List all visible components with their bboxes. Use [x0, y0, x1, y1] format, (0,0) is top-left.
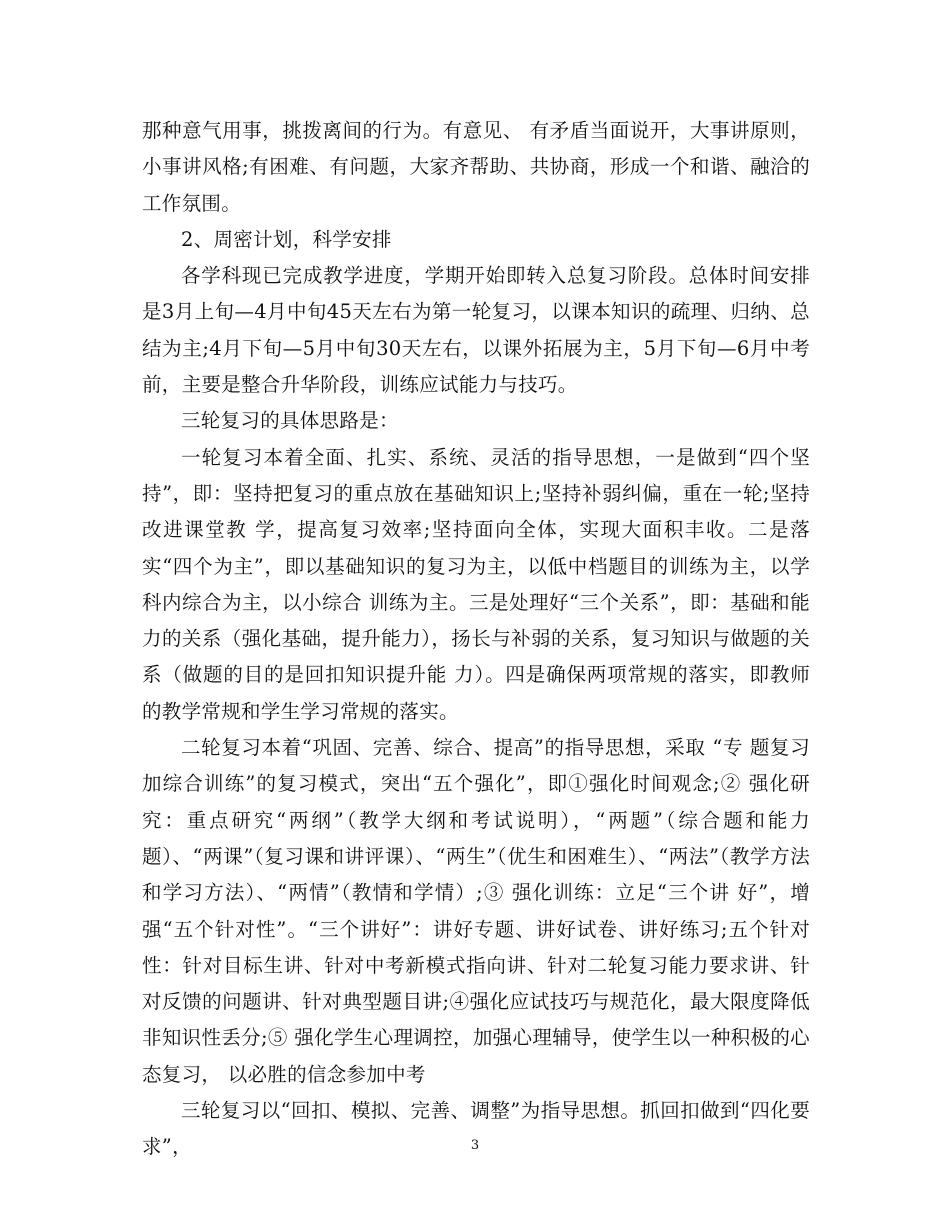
- paragraph-intro: 三轮复习的具体思路是：: [181, 409, 399, 433]
- document-body: [142, 113, 810, 1166]
- paragraph-second-round: 二轮复习本着“巩固、完善、综合、提高”的指导思想，采取 “专 题复习加综合训练”的复习模式，突出“五个强化”，即①强化时间观念;② 强化研究：重点研究“两纲”（教学大纲和考试说明），“两题”（综合题和能力 题）、“两课”（复习课和讲评课）、“两生”（优生和困难生）、“两法”（教学方法和学习方法）、“两情”（教情和学情）;③ 强化训练：立足“三个讲 好”，增强“五个针对性”。“三个讲好”：讲好专题、讲好试卷、讲好练习;五个针对性：针对目标生讲、针对中考新模式指向讲、针对二轮复习能力要求讲、针 对反馈的问题讲、针对典型题目讲;④强化应试技巧与规范化，最大限度降低非知识性丢分;⑤ 强化学生心理调控，加强心理辅导，使学生以一种积极的心态复习， 以必胜的信念参加中考: [142, 736, 810, 1086]
- section-heading: 2、周密计划，科学安排: [181, 227, 392, 251]
- paragraph-continuation: 那种意气用事，挑拨离间的行为。有意见、 有矛盾当面说开，大事讲原则，小事讲风格;有困难、有问题，大家齐帮助、共协商，形成一个和谐、融洽的工作氛围。: [142, 119, 810, 215]
- paragraph-first-round: 一轮复习本着全面、扎实、系统、灵活的指导思想，一是做到“四个坚持”，即：坚持把复习的重点放在基础知识上;坚持补弱纠偏，重在一轮;坚持改进课堂教 学，提高复习效率;坚持面向全体，实现大面积丰收。二是落实“四个为主”，即以基础知识的复习为主，以低中档题目的训练为主，以学科内综合为主，以小综合 训练为主。三是处理好“三个关系”，即：基础和能力的关系（强化基础，提升能力），扬长与补弱的关系，复习知识与做题的关系（做题的目的是回扣知识提升能 力）。四是确保两项常规的落实，即教师的教学常规和学生学习常规的落实。: [142, 445, 810, 723]
- paragraph-schedule: 各学科现已完成教学进度，学期开始即转入总复习阶段。总体时间安排是3月上旬—4月中旬45天左右为第一轮复习，以课本知识的疏理、归纳、总结为主;4月下旬—5月中旬30天左右，以课外拓展为主，5月下旬—6月中考前，主要是整合升华阶段，训练应试能力与技巧。: [142, 264, 810, 397]
- page-number: 3: [470, 1138, 480, 1153]
- paragraph-third-round: 三轮复习以“回扣、模拟、完善、调整”为指导思想。抓回扣做到“四化要求”，: [142, 1099, 810, 1159]
